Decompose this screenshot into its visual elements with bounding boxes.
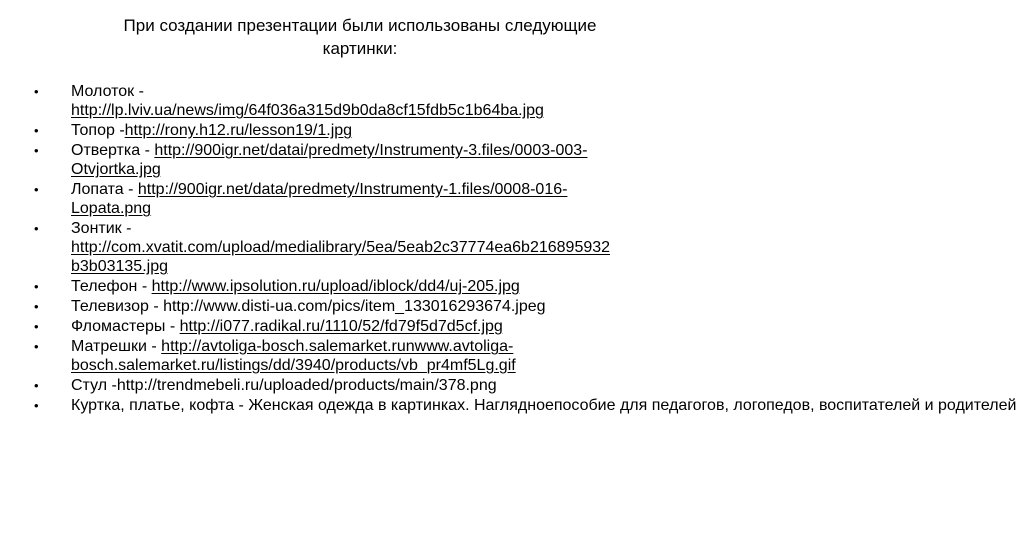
item-continuation-line bbox=[71, 238, 714, 257]
source-link[interactable]: http://rony.h12.ru/lesson19/1.jpg bbox=[124, 122, 353, 139]
item-first-line bbox=[71, 376, 714, 395]
item-label: Матрешки - bbox=[71, 338, 162, 355]
item-first-line bbox=[71, 337, 714, 356]
item-label: Куртка, платье, кофта - Женская одежда в картинках. Наглядное bbox=[71, 397, 554, 414]
bullet-icon: • bbox=[34, 123, 39, 138]
source-link[interactable]: Otvjortka.jpg bbox=[71, 161, 161, 178]
item-label: Телефон - bbox=[71, 278, 152, 295]
bullet-icon: • bbox=[34, 221, 39, 236]
list-item bbox=[34, 297, 714, 316]
source-link[interactable]: http://www.ipsolution.ru/upload/iblock/dd4/uj-205.jpg bbox=[151, 278, 520, 295]
item-label: Зонтик - bbox=[71, 220, 132, 237]
source-link[interactable]: http://com.xvatit.com/upload/medialibrary/5ea/5eab2c37774ea6b216895932 bbox=[71, 239, 611, 256]
item-continuation-line bbox=[71, 356, 714, 375]
list-item bbox=[34, 180, 714, 218]
list-item bbox=[34, 376, 714, 395]
bullet-icon: • bbox=[34, 319, 39, 334]
item-first-line bbox=[71, 277, 714, 296]
source-link[interactable]: b3b03135.jpg bbox=[71, 258, 168, 275]
bullet-icon: • bbox=[34, 339, 39, 354]
bullet-icon: • bbox=[34, 378, 39, 393]
source-link[interactable]: http://avtoliga-bosch.salemarket.runwww.avtoliga- bbox=[161, 338, 514, 355]
image-sources-list bbox=[34, 82, 1016, 416]
item-label: Стул -http://trendmebeli.ru/uploaded/products/main/378.png bbox=[71, 377, 497, 394]
item-first-line bbox=[71, 219, 714, 238]
source-link[interactable]: bosch.salemarket.ru/listings/dd/3940/products/vb_pr4mf5Lg.gif bbox=[71, 357, 516, 374]
slide-title-line-2: картинки: bbox=[322, 39, 398, 58]
item-continuation-line bbox=[71, 160, 714, 179]
item-first-line bbox=[71, 317, 714, 336]
item-first-line bbox=[71, 297, 714, 316]
source-link[interactable]: Lopata.png bbox=[71, 200, 152, 217]
bullet-icon: • bbox=[34, 279, 39, 294]
item-label: Лопата - bbox=[71, 181, 138, 198]
bullet-icon: • bbox=[34, 182, 39, 197]
source-link[interactable]: http://i077.radikal.ru/1110/52/fd79f5d7d5cf.jpg bbox=[179, 318, 503, 335]
item-first-line bbox=[71, 180, 714, 199]
slide-title bbox=[60, 14, 660, 60]
item-continuation-line bbox=[71, 101, 714, 120]
item-first-line bbox=[71, 121, 714, 140]
item-label: Топор - bbox=[71, 122, 125, 139]
item-label: Отвертка - bbox=[71, 142, 155, 159]
item-first-line bbox=[71, 141, 714, 160]
list-item bbox=[34, 396, 1016, 415]
item-text: пособие для педагогов, логопедов, воспитателей и родителей bbox=[553, 397, 1016, 414]
list-item bbox=[34, 219, 714, 276]
source-link[interactable]: http://900igr.net/data/predmety/Instrumenty-1.files/0008-016- bbox=[137, 181, 568, 198]
bullet-icon: • bbox=[34, 84, 39, 99]
item-label: Телевизор - http://www.disti-ua.com/pics/item_133016293674.jpeg bbox=[71, 298, 546, 315]
list-item bbox=[34, 337, 714, 375]
item-first-line bbox=[71, 82, 714, 101]
source-link[interactable]: http://900igr.net/datai/predmety/Instrumenty-3.files/0003-003- bbox=[154, 142, 588, 159]
item-first-line bbox=[71, 396, 1016, 415]
bullet-icon: • bbox=[34, 143, 39, 158]
item-continuation-line bbox=[71, 257, 714, 276]
source-link[interactable]: http://lp.lviv.ua/news/img/64f036a315d9b0da8cf15fdb5c1b64ba.jpg bbox=[71, 102, 544, 119]
item-continuation-line bbox=[71, 199, 714, 218]
list-item bbox=[34, 121, 714, 140]
bullet-icon: • bbox=[34, 398, 39, 413]
list-item bbox=[34, 141, 714, 179]
item-label: Фломастеры - bbox=[71, 318, 180, 335]
list-item bbox=[34, 277, 714, 296]
list-item bbox=[34, 82, 714, 120]
item-label: Молоток - bbox=[71, 83, 144, 100]
bullet-icon: • bbox=[34, 299, 39, 314]
slide-title-line-1: При создании презентации были использованы следующие bbox=[123, 16, 597, 35]
list-item bbox=[34, 317, 714, 336]
